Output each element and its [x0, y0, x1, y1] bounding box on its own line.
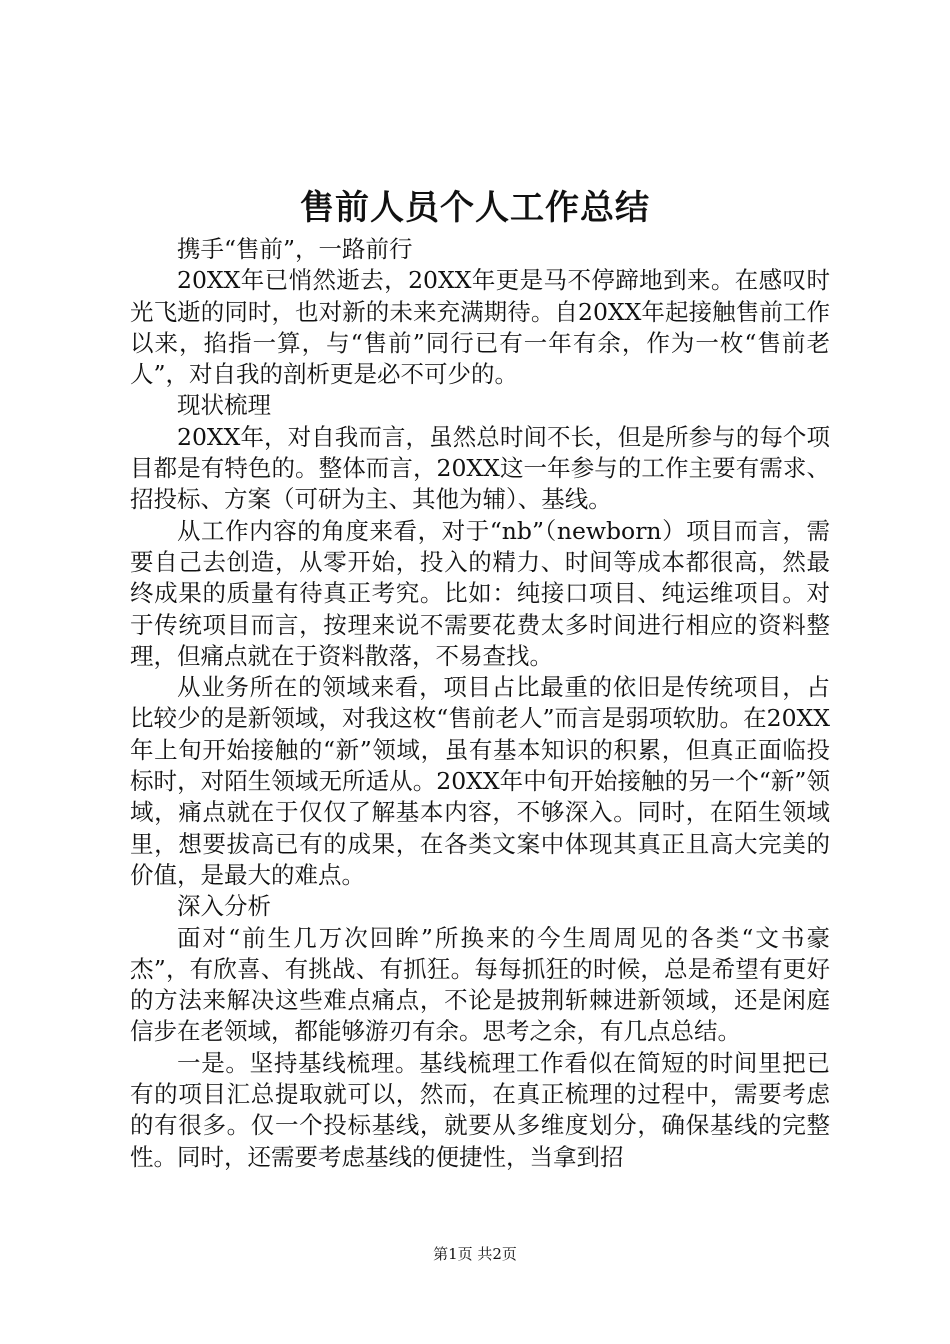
page-footer: 第1页 共2页: [433, 1245, 517, 1263]
paragraph: 一是。坚持基线梳理。基线梳理工作看似在简短的时间里把已有的项目汇总提取就可以，然而，在真正梳理的过程中，需要考虑的有很多。仅一个投标基线，就要从多维度划分，确保基线的完整性。同时，还需要考虑基线的便捷性，当拿到招: [130, 1048, 830, 1171]
paragraph: 从业务所在的领域来看，项目占比最重的依旧是传统项目，占比较少的是新领域，对我这枚“售前老人”而言是弱项软肋。在20XX年上旬开始接触的“新”领域，虽有基本知识的积累，但真正面临投标时，对陌生领域无所适从。20XX年中旬开始接触的另一个“新”领域，痛点就在于仅仅了解基本内容，不够深入。同时，在陌生领域里，想要拔高已有的成果，在各类文案中体现其真正且高大完美的价值，是最大的难点。: [130, 673, 830, 889]
paragraph: 20XX年已悄然逝去，20XX年更是马不停蹄地到来。在感叹时光飞逝的同时，也对新的未来充满期待。自20XX年起接触售前工作以来，掐指一算，与“售前”同行已有一年有余，作为一枚“售前老人”，对自我的剖析更是必不可少的。: [130, 266, 830, 389]
document-body: [130, 234, 830, 1173]
section-heading-analysis: 深入分析: [177, 892, 271, 921]
paragraph: 面对“前生几万次回眸”所换来的今生周周见的各类“文书豪杰”，有欣喜、有挑战、有抓狂。每每抓狂的时候，总是希望有更好的方法来解决这些难点痛点，不论是披荆斩棘进新领域，还是闲庭信步在老领域，都能够游刃有余。思考之余，有几点总结。: [130, 923, 830, 1046]
paragraph-heading-intro: 携手“售前”，一路前行: [177, 235, 413, 263]
paragraph: 20XX年，对自我而言，虽然总时间不长，但是所参与的每个项目都是有特色的。整体而言，20XX这一年参与的工作主要有需求、招投标、方案（可研为主、其他为辅）、基线。: [130, 422, 830, 514]
section-heading-status: 现状梳理: [177, 391, 271, 420]
document-title: 售前人员个人工作总结: [300, 188, 650, 228]
paragraph: 从工作内容的角度来看，对于“nb”（newborn）项目而言，需要自己去创造，从零开始，投入的精力、时间等成本都很高，然最终成果的质量有待真正考究。比如：纯接口项目、纯运维项目。对于传统项目而言，按理来说不需要花费太多时间进行相应的资料整理，但痛点就在于资料散落，不易查找。: [130, 516, 830, 670]
